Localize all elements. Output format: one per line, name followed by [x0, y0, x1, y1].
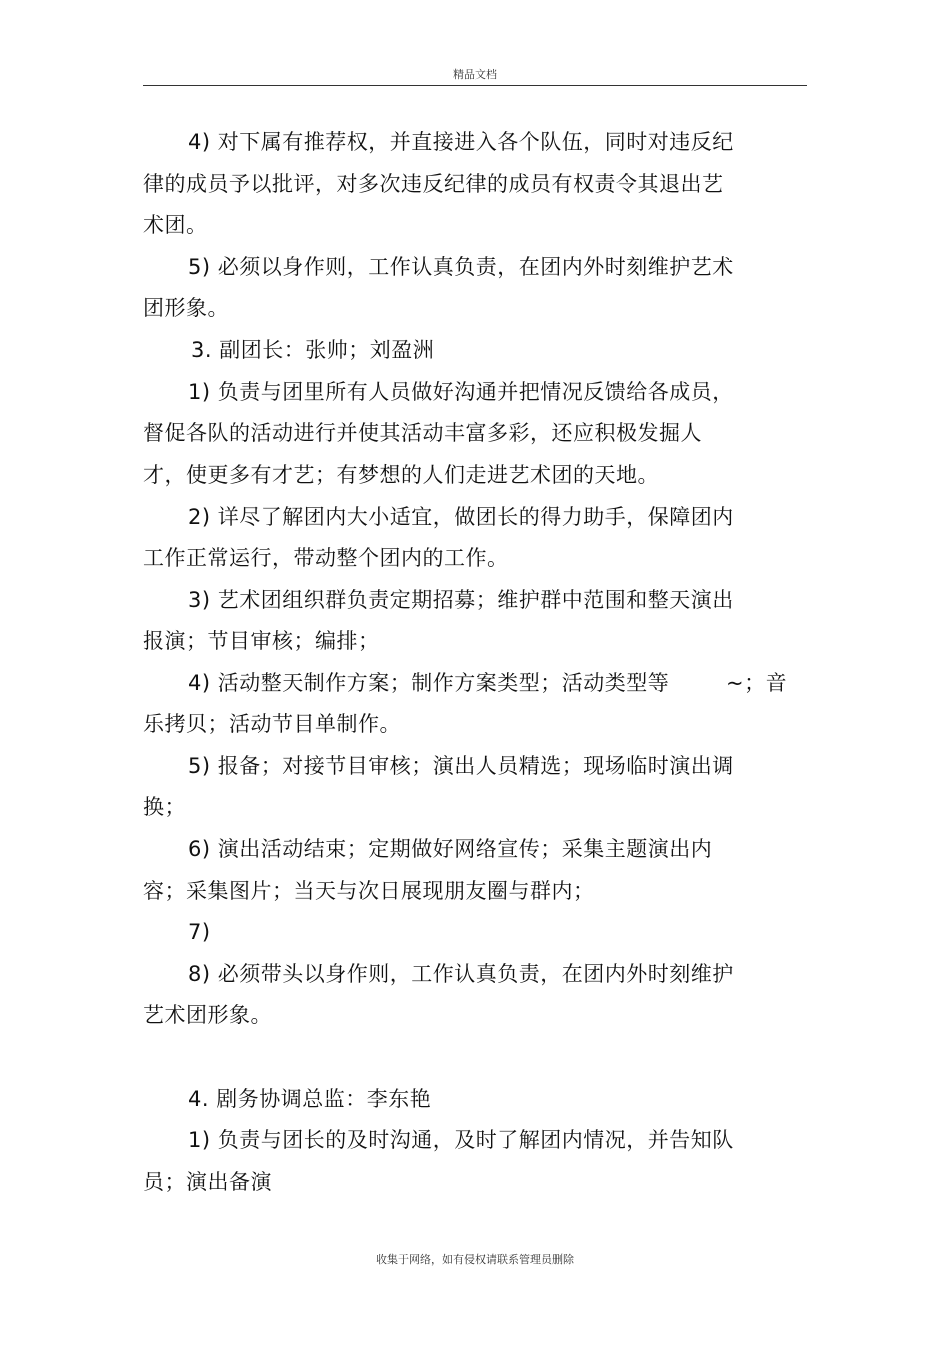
text-line: 5) 必须以身作则，工作认真负责，在团内外时刻维护艺术	[188, 255, 734, 279]
section-heading: 4. 剧务协调总监：李东艳	[188, 1087, 432, 1111]
header-divider	[143, 85, 807, 86]
text-line: 员；演出备演	[143, 1170, 272, 1194]
text-line: ~；音	[726, 671, 788, 695]
text-line: 8) 必须带头以身作则，工作认真负责，在团内外时刻维护	[188, 962, 734, 986]
text-line: 术团。	[143, 213, 208, 237]
text-line: 容；采集图片；当天与次日展现朋友圈与群内；	[143, 879, 595, 903]
text-line: 律的成员予以批评，对多次违反纪律的成员有权责令其退出艺	[143, 172, 724, 196]
text-line: 才，使更多有才艺；有梦想的人们走进艺术团的天地。	[143, 463, 659, 487]
text-line: 乐拷贝；活动节目单制作。	[143, 712, 401, 736]
page-header: 精品文档	[453, 68, 497, 81]
text-line: 6) 演出活动结束；定期做好网络宣传；采集主题演出内	[188, 837, 713, 861]
text-line: 换；	[143, 795, 186, 819]
text-line: 1) 负责与团里所有人员做好沟通并把情况反馈给各成员，	[188, 380, 734, 404]
text-line: 2) 详尽了解团内大小适宜，做团长的得力助手，保障团内	[188, 505, 734, 529]
text-line: 报演；节目审核；编排；	[143, 629, 380, 653]
text-line: 工作正常运行，带动整个团内的工作。	[143, 546, 509, 570]
text-line: 7)	[188, 920, 211, 944]
page-footer: 收集于网络，如有侵权请联系管理员删除	[376, 1253, 574, 1266]
section-heading: 3. 副团长：张帅；刘盈洲	[191, 338, 435, 362]
text-line: 3) 艺术团组织群负责定期招募；维护群中范围和整天演出	[188, 588, 734, 612]
text-line: 1) 负责与团长的及时沟通，及时了解团内情况，并告知队	[188, 1128, 734, 1152]
text-line: 艺术团形象。	[143, 1003, 272, 1027]
text-line: 4) 对下属有推荐权，并直接进入各个队伍，同时对违反纪	[188, 130, 734, 154]
text-line: 团形象。	[143, 296, 229, 320]
text-line: 督促各队的活动进行并使其活动丰富多彩，还应积极发掘人	[143, 421, 702, 445]
text-line: 5) 报备；对接节目审核；演出人员精选；现场临时演出调	[188, 754, 734, 778]
text-line: 4) 活动整天制作方案；制作方案类型；活动类型等	[188, 671, 670, 695]
